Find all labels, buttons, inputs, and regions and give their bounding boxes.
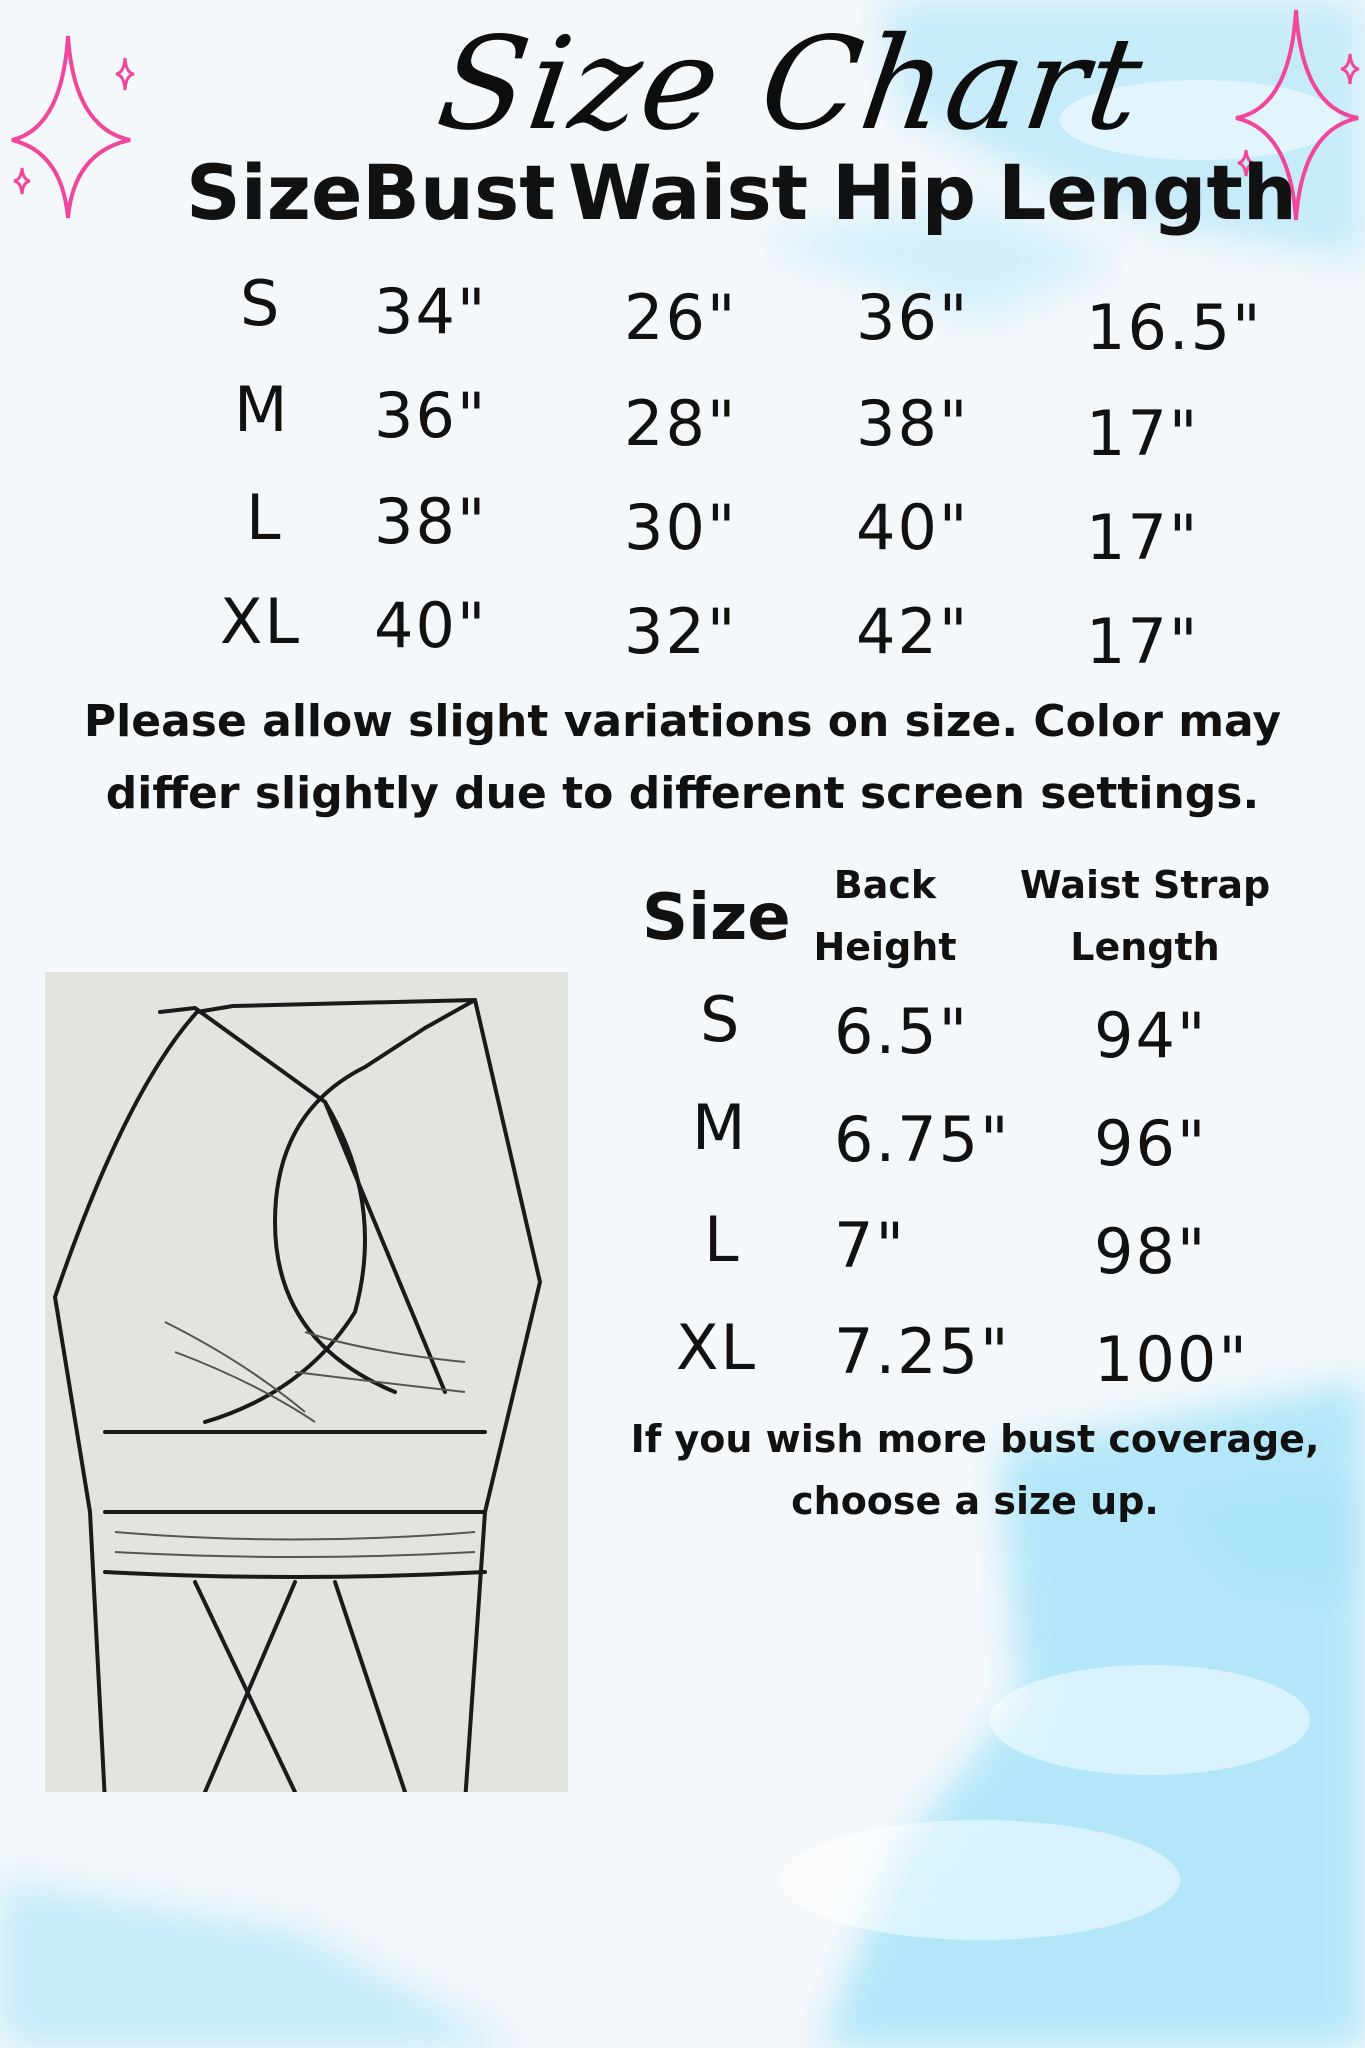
waist-strap-cell: 98" xyxy=(1094,1215,1208,1288)
waist-strap-cell: 100" xyxy=(1094,1323,1249,1396)
header-line: Height xyxy=(813,925,957,969)
size-cell: S xyxy=(240,267,282,340)
variation-note-line: Please allow slight variations on size. Color may xyxy=(83,696,1282,747)
hip-cell: 36" xyxy=(856,281,970,354)
variation-note xyxy=(0,686,1365,830)
header-line: Length xyxy=(1070,925,1220,969)
waist-cell: 28" xyxy=(624,387,738,460)
variation-note-line: differ slightly due to different screen settings. xyxy=(105,768,1260,819)
length-cell: 17" xyxy=(1086,501,1200,574)
back-height-cell: 6.75" xyxy=(834,1103,1011,1176)
header-line: Back xyxy=(833,863,937,907)
strap-header-waist-strap xyxy=(1010,854,1280,978)
hip-cell: 38" xyxy=(856,387,970,460)
sketch-drawing xyxy=(45,972,568,1792)
coverage-note-line: If you wish more bust coverage, xyxy=(630,1417,1320,1461)
header-length: Length xyxy=(998,148,1297,237)
coverage-note-line: choose a size up. xyxy=(791,1479,1159,1523)
length-cell: 17" xyxy=(1086,605,1200,678)
waist-strap-cell: 96" xyxy=(1094,1107,1208,1180)
back-height-cell: 6.5" xyxy=(834,995,970,1068)
garment-sketch xyxy=(45,972,568,1792)
length-cell: 17" xyxy=(1086,397,1200,470)
coverage-note xyxy=(620,1408,1330,1532)
header-line: Waist Strap xyxy=(1019,863,1271,907)
hip-cell: 42" xyxy=(856,595,970,668)
back-height-cell: 7" xyxy=(834,1209,906,1282)
size-cell: M xyxy=(234,373,290,446)
sparkle-icon xyxy=(8,28,138,223)
size-cell: L xyxy=(246,481,283,554)
size-cell: M xyxy=(692,1091,748,1164)
header-hip: Hip xyxy=(832,148,977,237)
bust-cell: 40" xyxy=(374,589,488,662)
waist-cell: 32" xyxy=(624,595,738,668)
header-bust: Bust xyxy=(362,148,556,237)
strap-header-back-height xyxy=(790,854,980,978)
size-cell: L xyxy=(704,1203,741,1276)
header-waist: Waist xyxy=(568,148,809,237)
length-cell: 16.5" xyxy=(1086,291,1263,364)
waist-cell: 30" xyxy=(624,491,738,564)
hip-cell: 40" xyxy=(856,491,970,564)
size-cell: XL xyxy=(676,1311,758,1384)
waist-cell: 26" xyxy=(624,281,738,354)
size-cell: XL xyxy=(220,585,302,658)
bust-cell: 36" xyxy=(374,379,488,452)
bust-cell: 34" xyxy=(374,275,488,348)
size-cell: S xyxy=(700,983,742,1056)
back-height-cell: 7.25" xyxy=(834,1315,1011,1388)
strap-header-size: Size xyxy=(642,881,791,955)
page-title: Size Chart xyxy=(429,10,1153,159)
waist-strap-cell: 94" xyxy=(1094,999,1208,1072)
header-size: Size xyxy=(186,148,363,237)
bust-cell: 38" xyxy=(374,485,488,558)
